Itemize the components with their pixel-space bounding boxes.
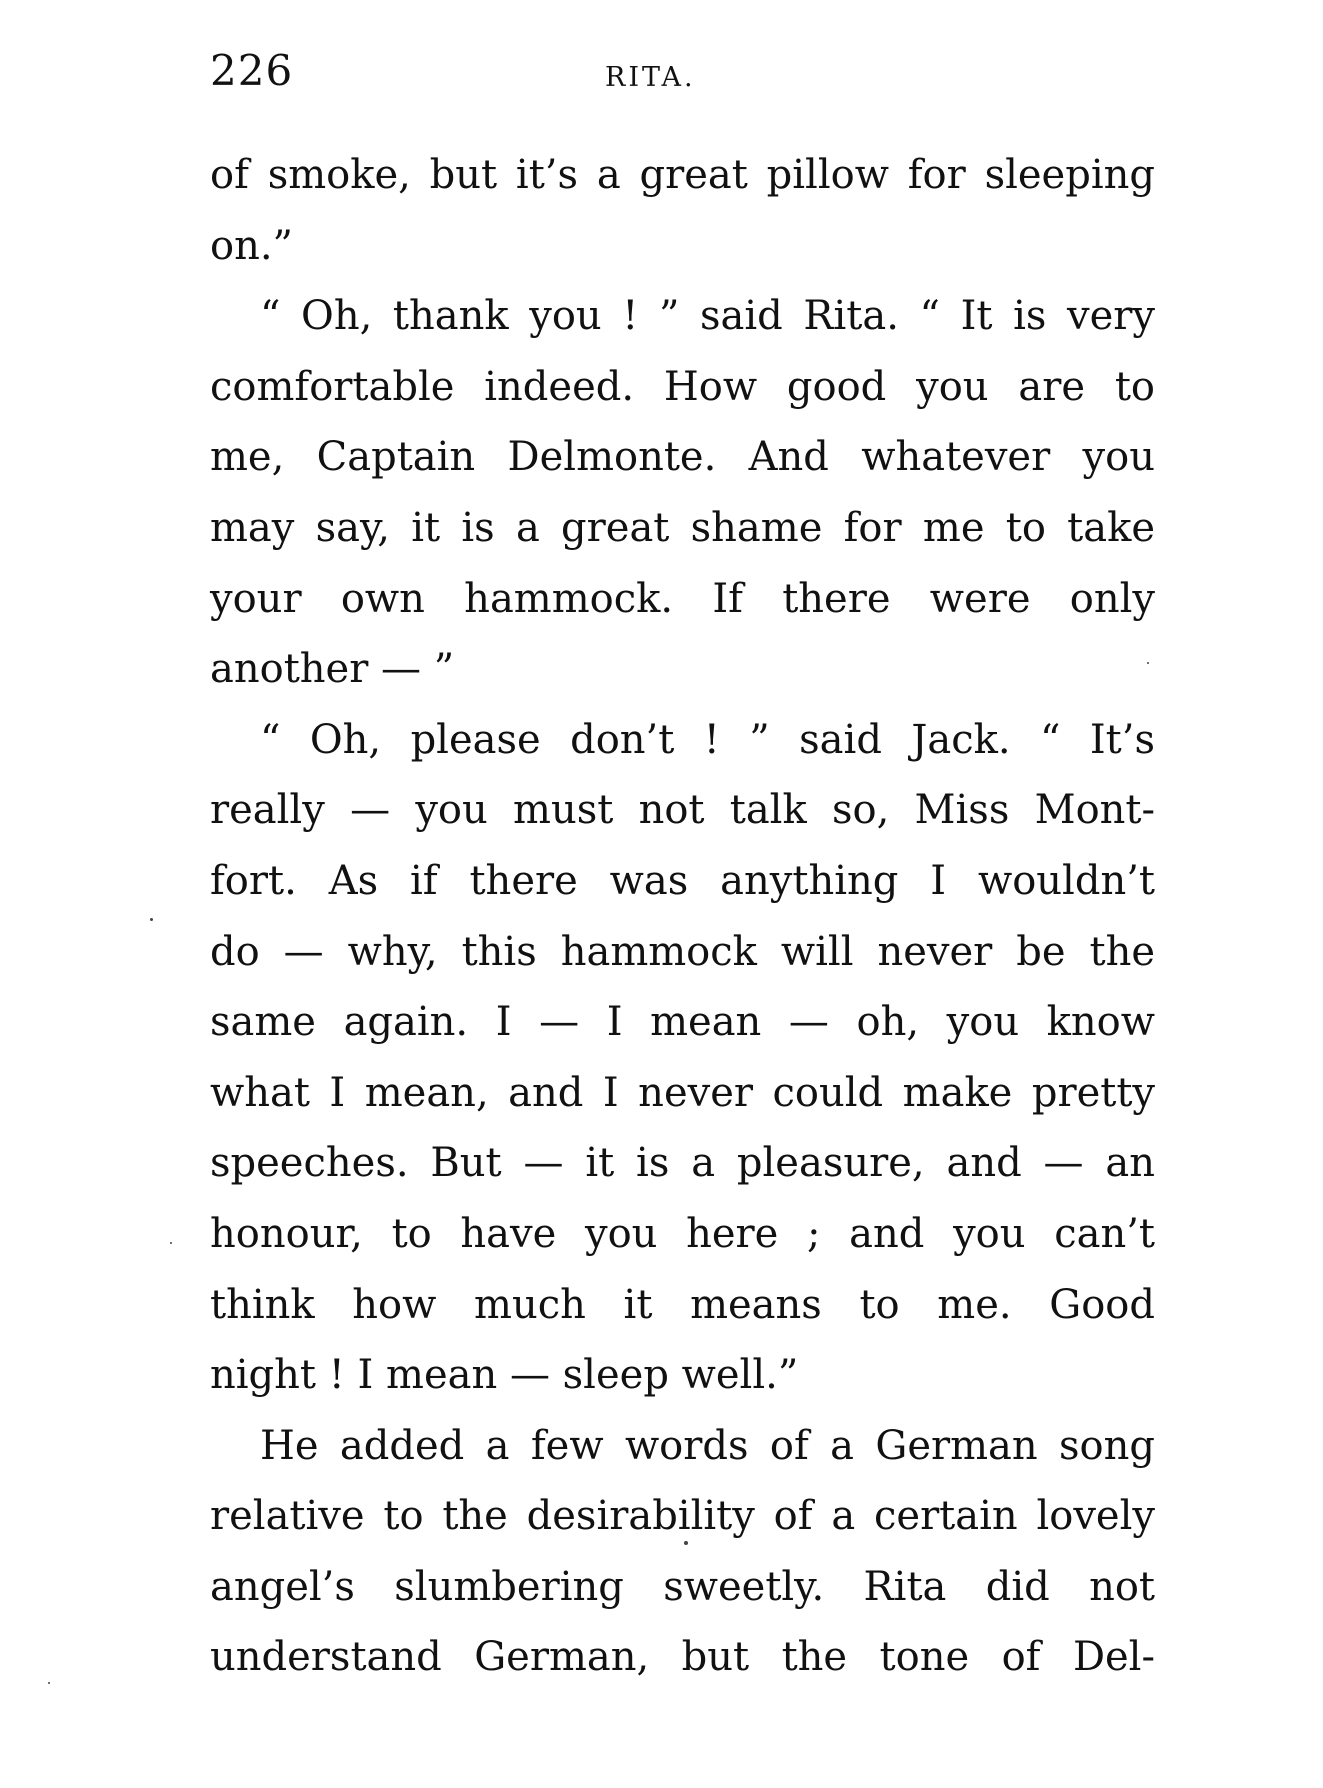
text-line: think how much it means to me. Good <box>210 1281 1155 1328</box>
text-line: “ Oh, thank you ! ” said Rita. “ It is very <box>260 293 1155 340</box>
text-line: comfortable indeed. How good you are to <box>210 363 1155 410</box>
text-line: honour, to have you here ; and you can’t <box>210 1210 1155 1257</box>
text-line: your own hammock. If there were only <box>210 575 1155 622</box>
page-header <box>210 46 1160 106</box>
text-line: speeches. But — it is a pleasure, and — an <box>210 1140 1155 1187</box>
text-line: another — ” <box>210 646 455 693</box>
page-number: 226 <box>210 46 294 95</box>
scan-speck <box>150 918 153 921</box>
text-line: relative to the desirability of a certain lovely <box>210 1493 1155 1540</box>
scan-speck <box>684 1541 688 1545</box>
text-line: of smoke, but it’s a great pillow for sleeping <box>210 152 1155 198</box>
text-line: night ! I mean — sleep well.” <box>210 1352 799 1399</box>
text-line: fort. As if there was anything I wouldn’t <box>210 857 1155 904</box>
text-line: on.” <box>210 222 294 269</box>
text-line: “ Oh, please don’t ! ” said Jack. “ It’s <box>260 716 1155 763</box>
scan-speck <box>48 1682 50 1684</box>
text-line: He added a few words of a German song <box>260 1422 1155 1469</box>
text-line: me, Captain Delmonte. And whatever you <box>210 434 1155 481</box>
text-line: do — why, this hammock will never be the <box>210 928 1155 975</box>
text-line: angel’s slumbering sweetly. Rita did not <box>210 1563 1155 1610</box>
body-text <box>210 140 1155 1693</box>
running-title: RITA. <box>605 62 696 93</box>
text-line: really — you must not talk so, Miss Mont- <box>210 787 1155 834</box>
scan-speck <box>1147 662 1149 664</box>
text-line: may say, it is a great shame for me to take <box>210 504 1155 551</box>
text-line: same again. I — I mean — oh, you know <box>210 999 1155 1046</box>
text-line: what I mean, and I never could make pretty <box>210 1069 1155 1116</box>
text-line: understand German, but the tone of Del- <box>210 1634 1155 1681</box>
scan-speck <box>170 1242 172 1244</box>
